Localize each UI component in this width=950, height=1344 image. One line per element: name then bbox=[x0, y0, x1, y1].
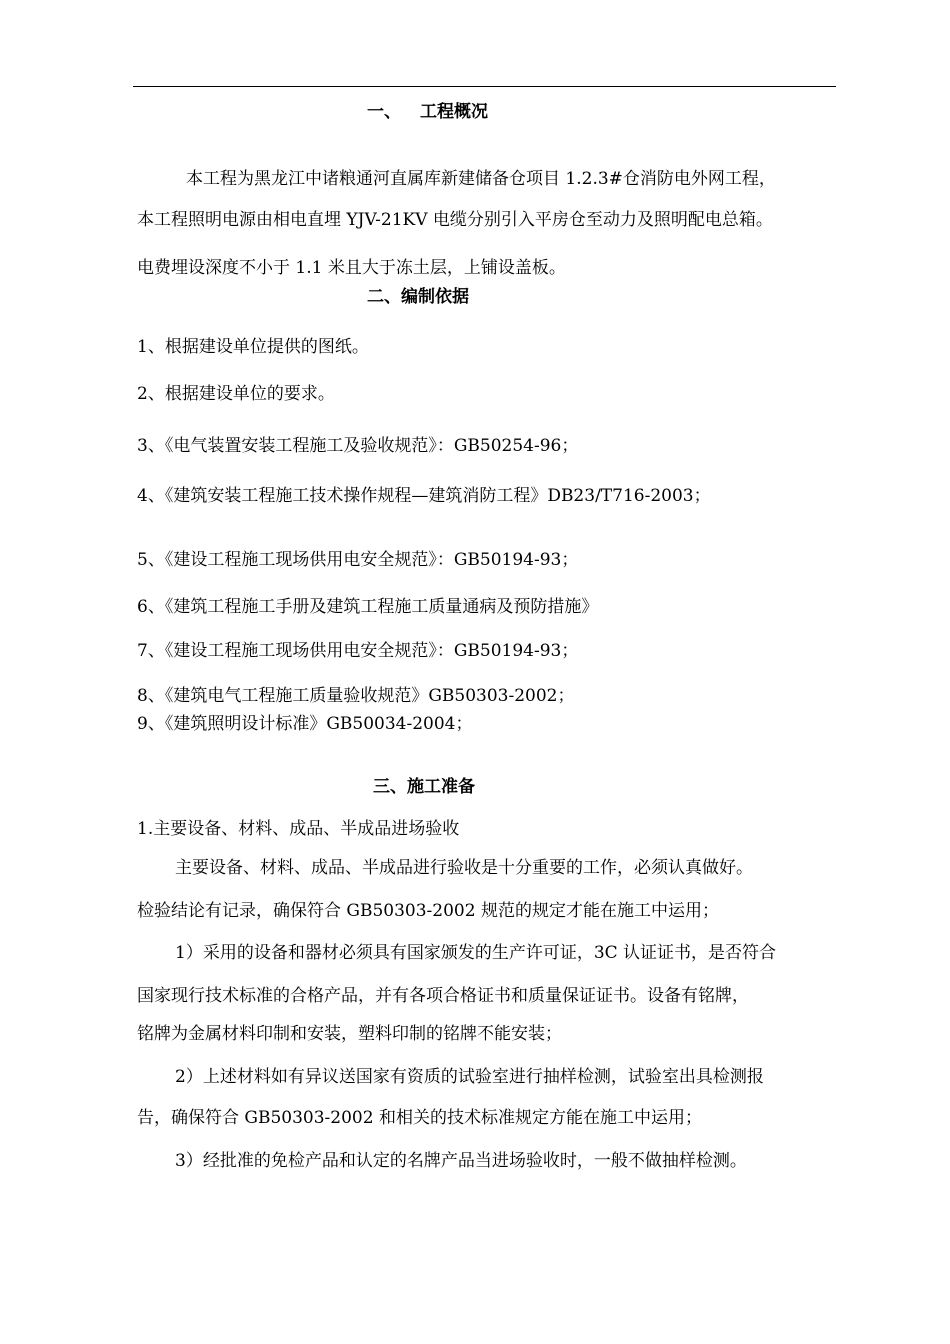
basis-item-8: 8、《建筑电气工程施工质量验收规范》GB50303-2002； bbox=[137, 686, 575, 706]
section3-line-7: 告，确保符合 GB50303-2002 和相关的技术标准规定方能在施工中运用； bbox=[137, 1108, 702, 1128]
section1-line-1: 本工程为黑龙江中诸粮通河直属库新建储备仓项目 1.2.3#仓消防电外网工程， bbox=[186, 169, 776, 189]
section3-subheading: 1.主要设备、材料、成品、半成品进场验收 bbox=[137, 819, 460, 839]
section1-line-2: 本工程照明电源由相电直埋 YJV-21KV 电缆分别引入平房仓至动力及照明配电总箱。 bbox=[137, 210, 773, 230]
section2-title: 二、编制依据 bbox=[367, 287, 469, 307]
basis-item-2: 2、根据建设单位的要求。 bbox=[137, 384, 335, 404]
basis-item-3: 3、《电气装置安装工程施工及验收规范》：GB50254-96； bbox=[137, 436, 579, 456]
basis-item-7: 7、《建设工程施工现场供用电安全规范》：GB50194-93； bbox=[137, 641, 579, 661]
section1-title: 工程概况 bbox=[420, 102, 488, 122]
header-rule bbox=[133, 86, 836, 87]
section1-number: 一、 bbox=[367, 102, 401, 122]
basis-item-4: 4、《建筑安装工程施工技术操作规程—建筑消防工程》DB23/T716-2003； bbox=[137, 486, 711, 506]
section3-title: 三、施工准备 bbox=[373, 777, 475, 797]
section3-line-5: 铭牌为金属材料印制和安装，塑料印制的铭牌不能安装； bbox=[137, 1024, 562, 1044]
section3-line-4: 国家现行技术标准的合格产品，并有各项合格证书和质量保证证书。设备有铭牌， bbox=[137, 986, 749, 1006]
section1-line-3: 电费埋设深度不小于 1.1 米且大于冻土层，上铺设盖板。 bbox=[137, 258, 566, 278]
basis-item-5: 5、《建设工程施工现场供用电安全规范》：GB50194-93； bbox=[137, 550, 579, 570]
basis-item-1: 1、根据建设单位提供的图纸。 bbox=[137, 337, 369, 357]
section3-line-3: 1）采用的设备和器材必须具有国家颁发的生产许可证，3C 认证证书，是否符合 bbox=[175, 943, 777, 963]
section3-line-1: 主要设备、材料、成品、半成品进行验收是十分重要的工作，必须认真做好。 bbox=[175, 858, 753, 878]
section3-line-6: 2）上述材料如有异议送国家有资质的试验室进行抽样检测，试验室出具检测报 bbox=[175, 1067, 764, 1087]
basis-item-9: 9、《建筑照明设计标准》GB50034-2004； bbox=[137, 714, 473, 734]
section3-line-2: 检验结论有记录，确保符合 GB50303-2002 规范的规定才能在施工中运用； bbox=[137, 901, 719, 921]
basis-item-6: 6、《建筑工程施工手册及建筑工程施工质量通病及预防措施》 bbox=[137, 597, 599, 617]
section3-line-8: 3）经批准的免检产品和认定的名牌产品当进场验收时，一般不做抽样检测。 bbox=[175, 1151, 747, 1171]
